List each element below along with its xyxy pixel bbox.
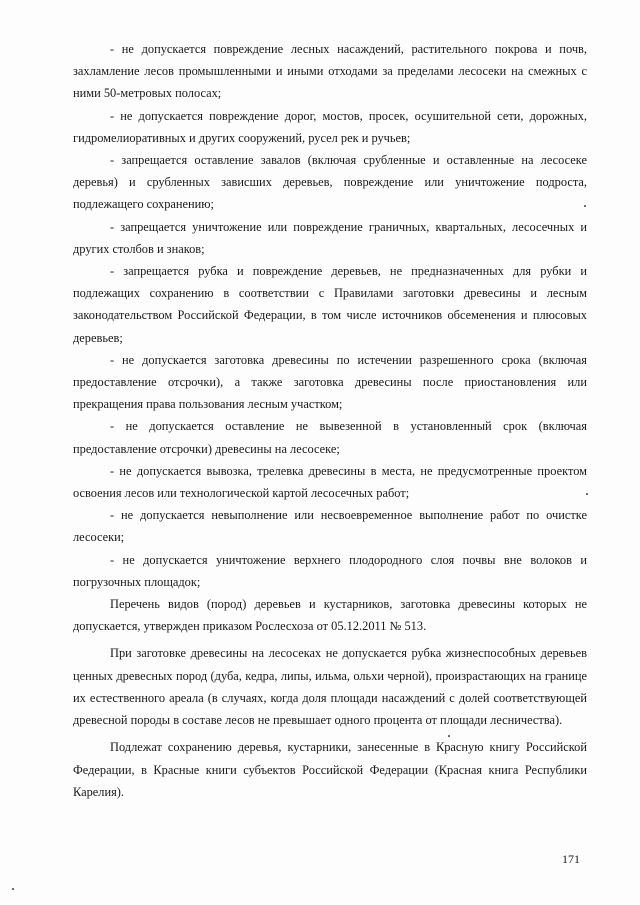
page-number: 171 [562,852,580,866]
paragraph-10: - не допускается уничтожение верхнего плодородного слоя почвы вне волоков и погрузочных площадок; [73,552,587,589]
paragraph-8: - не допускается вывозка, трелевка древесины в места, не предусмотренные проектом освоения лесов или технологической картой лесосечных работ; [73,463,587,501]
paragraph-9: - не допускается невыполнение или несвоевременное выполнение работ по очистке лесосеки; [73,508,587,545]
paragraph-1: - не допускается повреждение лесных насаждений, растительного покрова и почв, захламление лесов промышленными и иными отходами за пределами лесосеки на смежных с ними 50-метровых полосах; [73,42,587,101]
document-body [73,38,587,803]
paragraph-3: - запрещается оставление завалов (включая срубленные и оставленные на лесосеке деревья) и срубленных зависших деревьев, повреждение или уничтожение подроста, подлежащего сохранению; [73,153,587,212]
scan-speck [586,493,588,495]
scan-speck [584,205,586,207]
scan-speck [448,735,450,737]
paragraph-5: - запрещается рубка и повреждение деревьев, не предназначенных для рубки и подлежащих сохранению в соответствии с Правилами заготовки древесины и лесным законодательством Российской Федерации, в том числе источников обсеменения и плюсовых деревьев; [73,264,587,345]
paragraph-red-book: Подлежат сохранению деревья, кустарники, занесенные в Красную книгу Российской Федерации, в Красные книги субъектов Российской Федерации (Красная книга Республики Карелия). [73,740,587,799]
paragraph-2: - не допускается повреждение дорог, мостов, просек, осушительной сети, дорожных, гидромелиоративных и других сооружений, русел рек и ручьев; [73,108,587,145]
paragraph-valuable-species: При заготовке древесины на лесосеках не допускается рубка жизнеспособных деревьев ценных древесных пород (дуба, кедра, липы, ильма, ольхи черной), произрастающих на границе их естественного ареала (в случаях, когда доля площади насаждений с долей соответствующей древесной породы в составе лесов не превышает одного процента от площади лесничества). [73,646,587,728]
scan-speck [12,888,14,890]
paragraph-species-list: Перечень видов (пород) деревьев и кустарников, заготовка древесины которых не допускается, утвержден приказом Рослесхоза от 05.12.2011 № 513. [73,597,587,634]
paragraph-4: - запрещается уничтожение или повреждение граничных, квартальных, лесосечных и других столбов и знаков; [73,219,587,256]
paragraph-7: - не допускается оставление не вывезенной в установленный срок (включая предоставление отсрочки) древесины на лесосеке; [73,419,587,456]
paragraph-6: - не допускается заготовка древесины по истечении разрешенного срока (включая предоставление отсрочки), а также заготовка древесины после приостановления или прекращения права пользования лесным участком; [73,352,587,412]
